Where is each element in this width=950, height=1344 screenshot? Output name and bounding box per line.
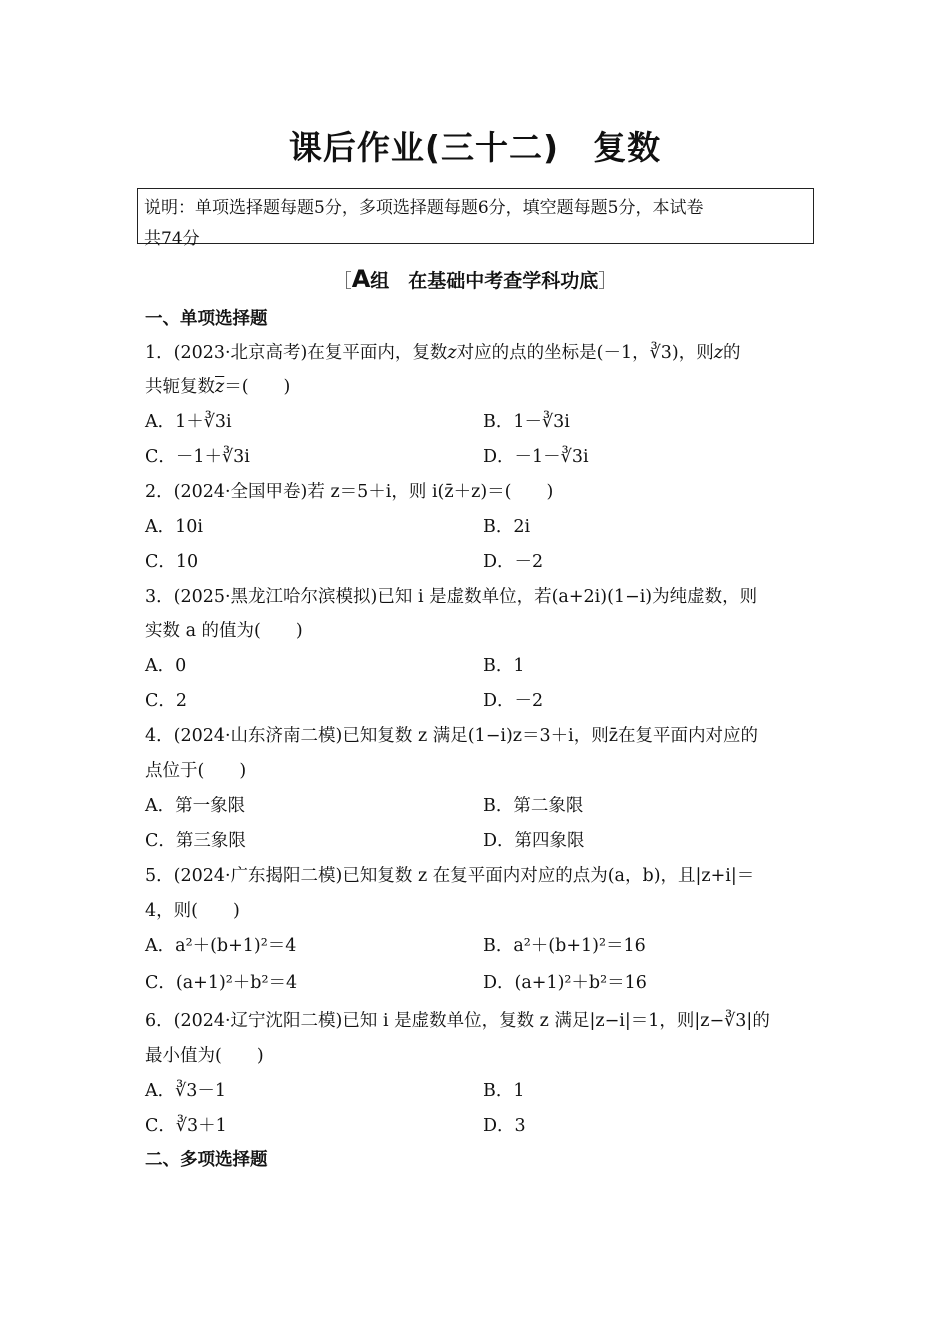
scoring-note [137,188,814,249]
question-6-option-c[interactable]: C．∛3＋1 [145,1116,227,1136]
cube-root-icon: ∛ [649,343,661,363]
scoring-note-line1: 说明：单项选择题每题5分，多项选择题每题6分，填空题每题5分，本试卷 [144,198,704,218]
question-2-option-b[interactable]: B．2i [483,517,531,537]
question-4-option-d[interactable]: D．第四象限 [483,831,585,851]
banner-close-bracket: ］ [598,270,618,292]
question-2-option-a[interactable]: A．10i [145,517,204,537]
question-1-stem: 1．(2023·北京高考)在复平面内，复数z对应的点的坐标是(－1，∛3)，则z的 [145,343,741,363]
question-4-option-a[interactable]: A．第一象限 [145,796,246,816]
question-5-option-a[interactable]: A．a²＋(b+1)²＝4 [145,936,297,956]
scoring-note-line2: 共74分 [144,229,200,249]
question-1-option-b[interactable]: B．1－∛3i [483,412,570,432]
question-1-option-a[interactable]: A．1＋∛3i [145,412,232,432]
question-6-stem-line2: 最小值为( ) [145,1046,264,1066]
question-5-option-c[interactable]: C．(a+1)²＋b²＝4 [145,973,298,993]
question-3-stem: 3．(2025·黑龙江哈尔滨模拟)已知 i 是虚数单位，若(a+2i)(1−i)为纯虚数，则 [145,587,758,607]
question-3-option-d[interactable]: D．－2 [483,691,544,711]
page-title: 课后作业(三十二) 复数 [288,128,662,167]
question-1-option-c[interactable]: C．－1＋∛3i [145,447,250,467]
question-3-option-a[interactable]: A．0 [145,656,187,676]
section-multi-choice: 二、多项选择题 [145,1150,268,1170]
question-6-stem: 6．(2024·辽宁沈阳二模)已知 i 是虚数单位，复数 z 满足|z−i|＝1，则|z−∛3|的 [145,1011,770,1031]
banner-open-bracket: ［ [332,270,352,292]
question-4-option-b[interactable]: B．第二象限 [483,796,584,816]
question-1-stem-line2: 共轭复数$\overline{z}=$( ) [145,377,291,397]
question-4-stem-line2: 点位于( ) [145,761,247,781]
question-4-option-c[interactable]: C．第三象限 [145,831,246,851]
group-a-label: 组 在基础中考查学科功底 [370,270,599,292]
question-5-option-b[interactable]: B．a²＋(b+1)²＝16 [483,936,646,956]
question-2-option-c[interactable]: C．10 [145,552,199,572]
question-6-option-a[interactable]: A．∛3－1 [145,1081,227,1101]
question-5-option-d[interactable]: D．(a+1)²＋b²＝16 [483,973,647,993]
group-a-mark: A [351,265,371,293]
question-3-option-c[interactable]: C．2 [145,691,188,711]
question-5-stem: 5．(2024·广东揭阳二模)已知复数 z 在复平面内对应的点为(a，b)，且|z+i|＝ [145,866,755,886]
question-4-stem: 4．(2024·山东济南二模)已知复数 z 满足(1−i)z＝3＋i，则z̄在复平面内对应的 [145,726,758,746]
question-2-option-d[interactable]: D．－2 [483,552,544,572]
question-3-option-b[interactable]: B．1 [483,656,525,676]
question-6-option-d[interactable]: D．3 [483,1116,526,1136]
section-single-choice: 一、单项选择题 [145,309,268,329]
group-a-banner [0,265,950,293]
question-3-stem-line2: 实数 a 的值为( ) [145,621,303,641]
question-6-option-b[interactable]: B．1 [483,1081,525,1101]
question-2-stem: 2．(2024·全国甲卷)若 z＝5＋i，则 i(z̄＋z)＝( ) [145,482,554,502]
question-5-stem-line2: 4，则( ) [145,901,240,921]
question-1-option-d[interactable]: D．－1－∛3i [483,447,589,467]
